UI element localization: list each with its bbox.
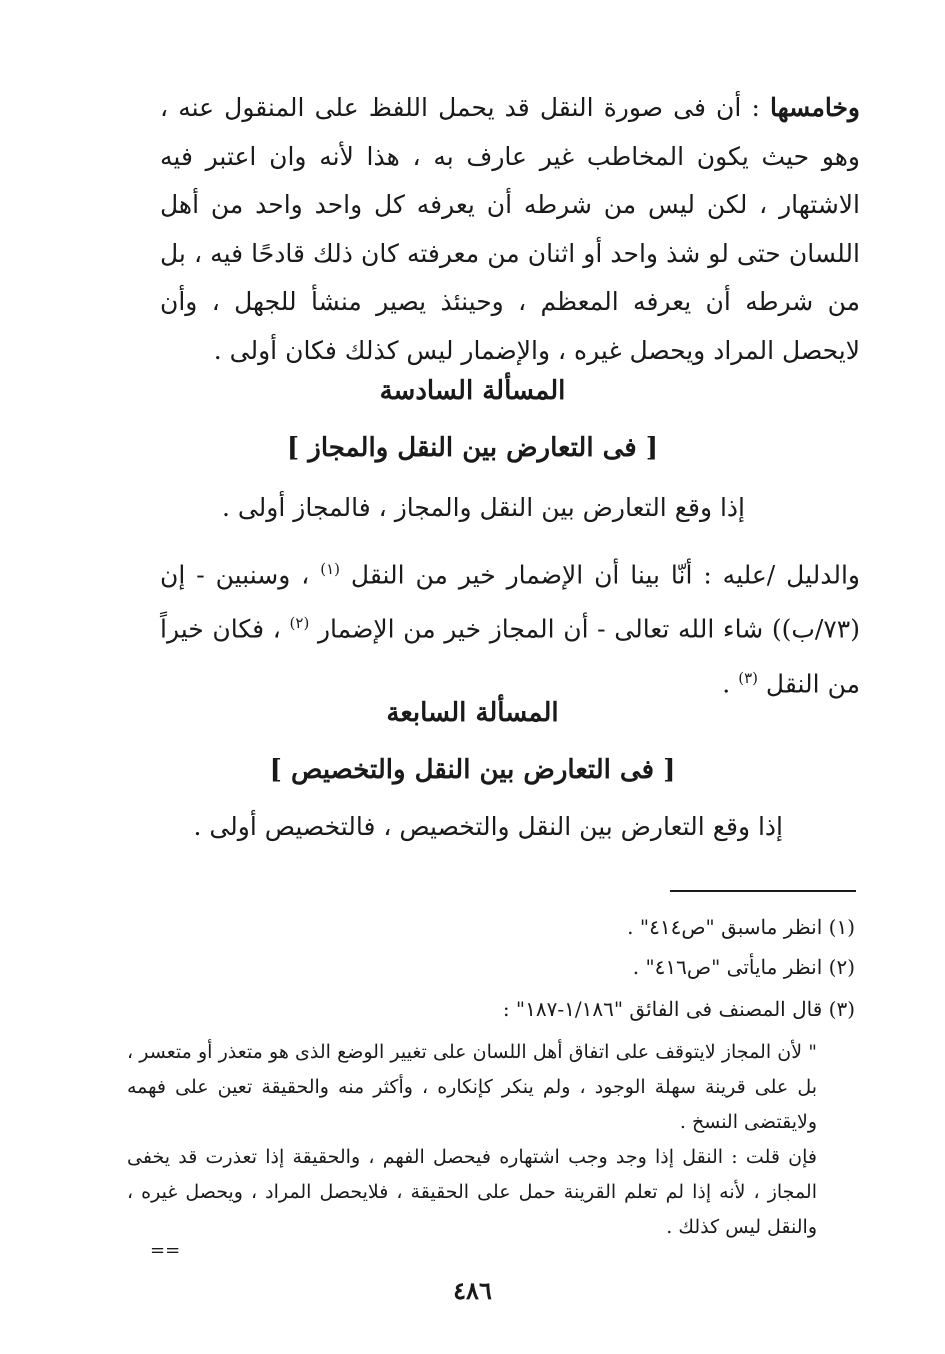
footnote-ref-3: (٣) xyxy=(738,668,758,687)
proof-part3: ، فكان خيراً من النقل xyxy=(160,614,860,698)
footnote-1: (١) انظر ماسبق "ص٤١٤" . xyxy=(627,915,855,939)
footnote-separator xyxy=(670,890,856,892)
section6-proof xyxy=(160,545,860,708)
body-paragraph xyxy=(160,84,860,375)
section7-title: المسألة السابعة xyxy=(386,698,559,728)
section6-title: المسألة السادسة xyxy=(379,376,566,406)
footnote-ref-2: (٢) xyxy=(289,614,310,633)
section6-subtitle: [ فى التعارض بين النقل والمجاز ] xyxy=(286,433,659,463)
paragraph-lead: وخامسها xyxy=(770,93,860,122)
page-number: ٤٨٦ xyxy=(453,1276,492,1305)
footnote-quote-para-2: فإن قلت : النقل إذا وجد وجب اشتهاره فيحصل الفهم ، والحقيقة إذا تعذرت قد يخفى المجاز ، لأنه إذا لم تعلم القرينة حمل على الحقيقة ، فلايحصل المراد ، ويحصل غيره ، والنقل ليس كذلك . xyxy=(127,1146,817,1238)
section7-statement: إذا وقع التعارض بين النقل والتخصيص ، فالتخصيص أولى . xyxy=(193,812,783,841)
footnote-3: (٣) قال المصنف فى الفائق "١/١٨٦-١٨٧" : xyxy=(502,997,855,1021)
paragraph-text: : أن فى صورة النقل قد يحمل اللفظ على المنقول عنه ، وهو حيث يكون المخاطب غير عارف به ، هذا لأنه وان اعتبر فيه الاشتهار ، لكن ليس من شرطه أن يعرفه كل واحد واحد من أهل اللسان حتى لو شذ واحد أو اثنان من معرفته كان ذلك قادحًا فيه ، بل من شرطه أن يعرفه المعظم ، وحينئذ يصير منشأ للجهل ، وأن لايحصل المراد ويحصل غيره ، والإضمار ليس كذلك فكان أولى . xyxy=(160,93,860,365)
footnote-3-quote xyxy=(127,1035,817,1245)
footnote-ref-1: (١) xyxy=(320,560,340,578)
proof-end: . xyxy=(722,668,739,698)
footnote-quote-para-1: " لأن المجاز لايتوقف على اتفاق أهل اللسان على تغيير الوضع الذى هو متعذر أو متعسر ، بل على قرينة سهلة الوجود ، ولم ينكر كإنكاره ، وأكثر منه والحقيقة تعين على فهمه ولايقتضى النسخ . xyxy=(127,1041,817,1133)
section7-subtitle: [ فى التعارض بين النقل والتخصيص ] xyxy=(269,755,676,785)
proof-part1: والدليل /عليه : أنّا بينا أن الإضمار خير من النقل xyxy=(339,560,860,590)
section6-statement: إذا وقع التعارض بين النقل والمجاز ، فالمجاز أولى . xyxy=(221,493,745,522)
continuation-mark: == xyxy=(150,1240,181,1261)
footnote-2: (٢) انظر مايأتى "ص٤١٦" . xyxy=(632,955,855,979)
proof-part2: ، وسنبين - إن (٧٣/ب)) شاء الله تعالى - أن المجاز خير من الإضمار xyxy=(160,560,860,644)
